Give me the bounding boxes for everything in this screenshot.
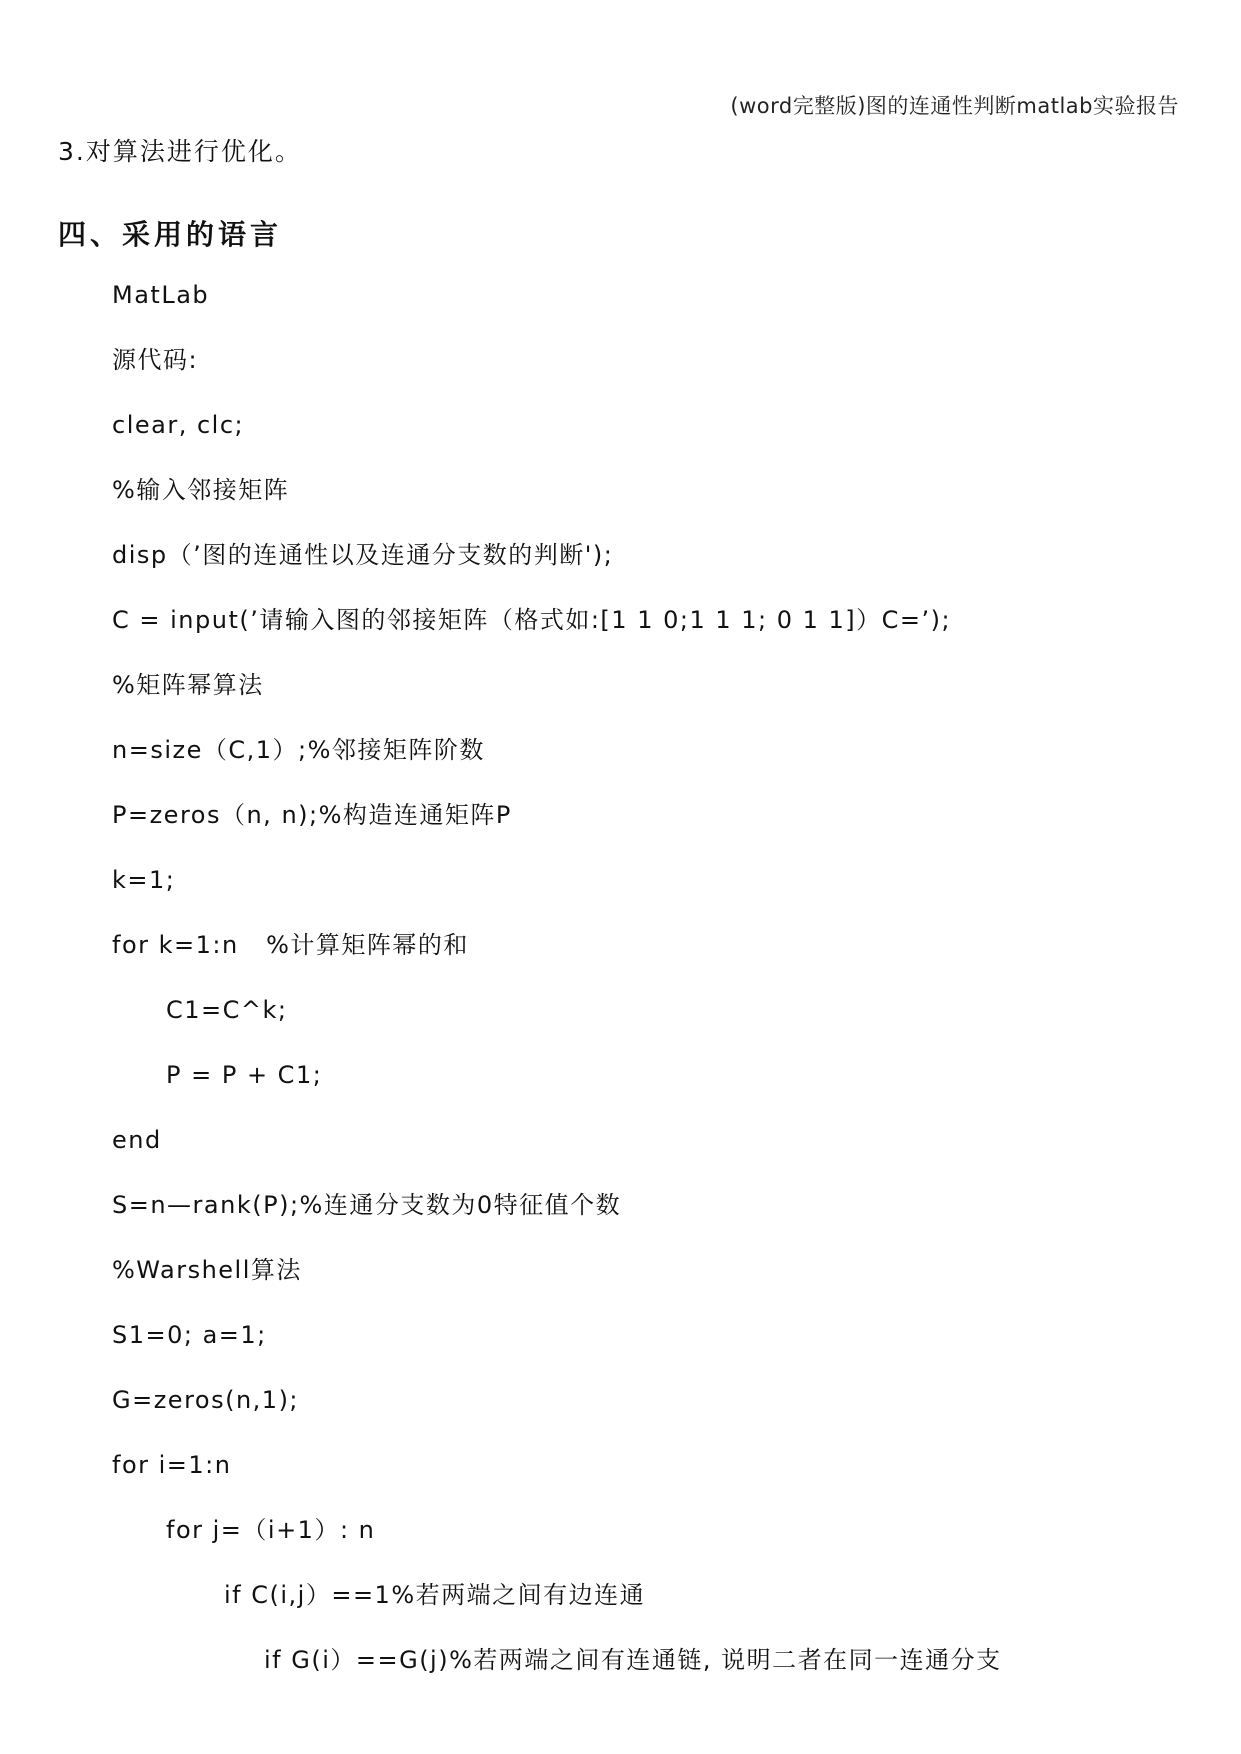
code-line: n=size（C,1）;%邻接矩阵阶数 <box>112 736 485 764</box>
code-line: if G(i）==G(j)%若两端之间有连通链, 说明二者在同一连通分支 <box>264 1646 1002 1674</box>
code-line: if C(i,j）==1%若两端之间有边连通 <box>224 1581 646 1609</box>
code-line: disp（’图的连通性以及连通分支数的判断'); <box>112 541 614 569</box>
section-title: 四、采用的语言 <box>58 218 283 251</box>
code-line: %矩阵幂算法 <box>112 671 264 699</box>
code-line: S=n—rank(P);%连通分支数为0特征值个数 <box>112 1191 622 1219</box>
code-line: P=zeros（n, n);%构造连通矩阵P <box>112 801 512 829</box>
code-line: k=1; <box>112 866 176 894</box>
code-line: clear, clc; <box>112 411 245 439</box>
code-line: C = input(’请输入图的邻接矩阵（格式如:[1 1 0;1 1 1; 0 1 1]）C=’); <box>112 606 952 634</box>
code-line: MatLab <box>112 281 210 309</box>
code-line: 源代码: <box>112 346 199 374</box>
code-line: %输入邻接矩阵 <box>112 476 290 504</box>
code-line: G=zeros(n,1); <box>112 1386 300 1414</box>
intro-line: 3.对算法进行优化。 <box>58 137 302 166</box>
code-line: end <box>112 1126 162 1154</box>
code-line: S1=0; a=1; <box>112 1321 267 1349</box>
page-header: (word完整版)图的连通性判断matlab实验报告 <box>730 94 1179 118</box>
code-line: for i=1:n <box>112 1451 232 1479</box>
code-line: %Warshell算法 <box>112 1256 302 1284</box>
code-line: for j=（i+1）: n <box>166 1516 376 1544</box>
code-line: C1=C^k; <box>166 996 288 1024</box>
code-line: for k=1:n %计算矩阵幂的和 <box>112 931 469 959</box>
code-line: P = P + C1; <box>166 1061 323 1089</box>
code-listing <box>112 280 1002 1710</box>
